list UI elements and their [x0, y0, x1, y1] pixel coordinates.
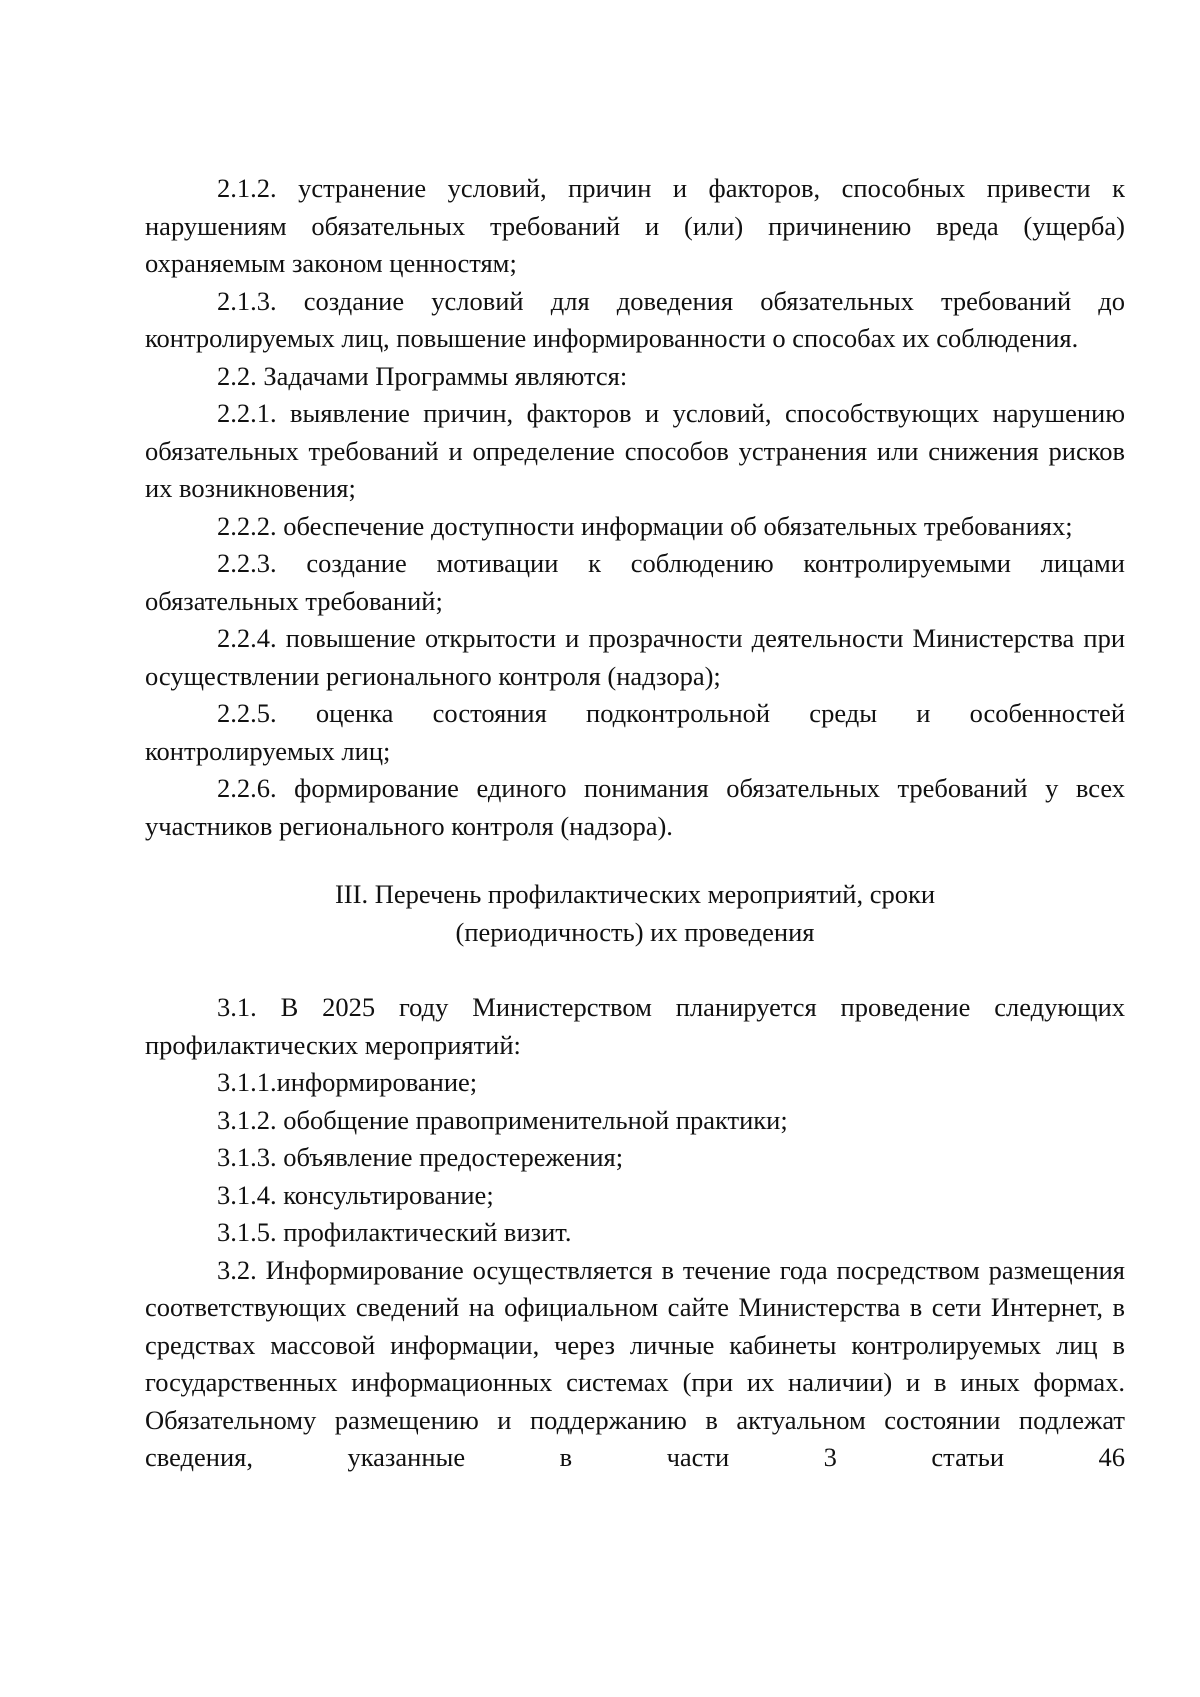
- paragraph-2-1-3: 2.1.3. создание условий для доведения обязательных требований до контролируемых лиц, повышение информированности о способах их соблюдения.: [145, 285, 1125, 353]
- paragraph-2-2-4: 2.2.4. повышение открытости и прозрачности деятельности Министерства при осуществлении регионального контроля (надзора);: [145, 623, 1125, 691]
- section-heading: [145, 876, 1125, 951]
- paragraph-3-1-4: 3.1.4. консультирование;: [217, 1179, 494, 1210]
- paragraph-2-2-3: 2.2.3. создание мотивации к соблюдению контролируемыми лицами обязательных требований;: [145, 548, 1125, 616]
- document-page: [145, 170, 1125, 1477]
- paragraph-2-1-2: 2.1.2. устранение условий, причин и факторов, способных привести к нарушениям обязательных требований и (или) причинению вреда (ущерба) охраняемым законом ценностям;: [145, 173, 1125, 278]
- paragraph-3-1-2: 3.1.2. обобщение правоприменительной практики;: [217, 1104, 788, 1135]
- paragraph-3-1-3: 3.1.3. объявление предостережения;: [217, 1142, 624, 1172]
- paragraph-2-2-1: 2.2.1. выявление причин, факторов и условий, способствующих нарушению обязательных требований и определение способов устранения или снижения рисков их возникновения;: [145, 398, 1125, 503]
- paragraph-2-2-5: 2.2.5. оценка состояния подконтрольной среды и особенностей контролируемых лиц;: [145, 698, 1125, 766]
- paragraph-2-2-6: 2.2.6. формирование единого понимания обязательных требований у всех участников регионального контроля (надзора).: [145, 773, 1125, 841]
- paragraph-2-2: 2.2. Задачами Программы являются:: [217, 360, 628, 391]
- section-heading-line-1: III. Перечень профилактических мероприятий, сроки: [334, 879, 936, 909]
- paragraph-3-1: 3.1. В 2025 году Министерством планируется проведение следующих профилактических мероприятий:: [145, 992, 1125, 1060]
- paragraph-2-2-2: 2.2.2. обеспечение доступности информации об обязательных требованиях;: [217, 510, 1073, 541]
- paragraph-3-1-5: 3.1.5. профилактический визит.: [217, 1217, 572, 1247]
- section-heading-line-2: (периодичность) их проведения: [455, 916, 815, 947]
- paragraph-3-1-1: 3.1.1.информирование;: [217, 1067, 478, 1097]
- paragraph-3-2: 3.2. Информирование осуществляется в течение года посредством размещения соответствующих сведений на официальном сайте Министерства в сети Интернет, в средствах массовой информации, через личные кабинеты контролируемых лиц в государственных информационных системах (при их наличии) и в иных формах. Обязательному размещению и поддержанию в актуальном состоянии подлежат сведения, указанные в части 3 статьи 46: [145, 1254, 1125, 1472]
